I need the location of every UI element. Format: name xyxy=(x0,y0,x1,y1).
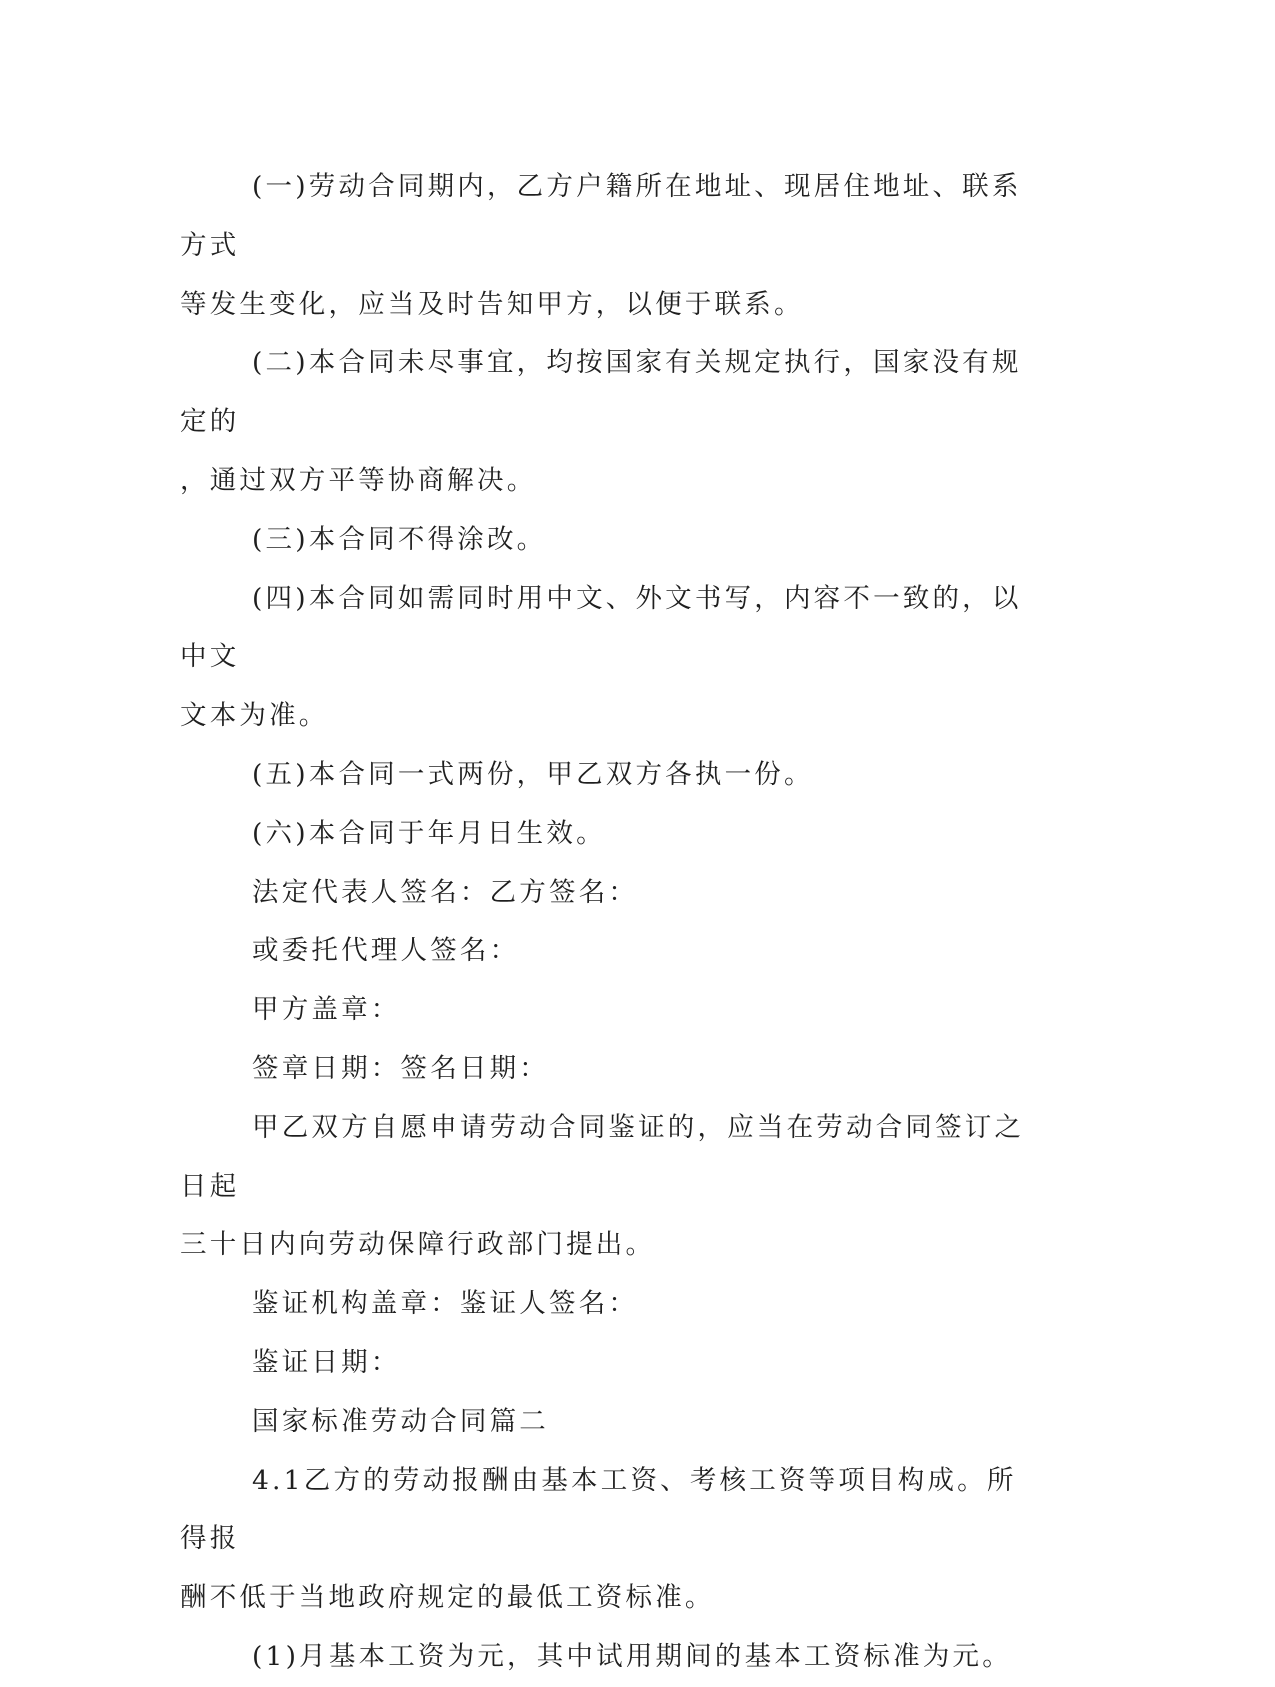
signature-legal-rep-line: 法定代表人签名：乙方签名： xyxy=(252,876,639,908)
verification-seal-line: 鉴证机构盖章：鉴证人签名： xyxy=(252,1288,639,1320)
verification-note-line-1: 甲乙双方自愿申请劳动合同鉴证的，应当在劳动合同签订之日起 xyxy=(180,1111,1025,1202)
signing-date-line: 签章日期：签名日期： xyxy=(252,1052,549,1084)
verification-note-line-2: 三十日内向劳动保障行政部门提出。 xyxy=(180,1229,656,1261)
party-a-seal-line: 甲方盖章： xyxy=(252,994,401,1026)
clause-6: (六)本合同于年月日生效。 xyxy=(252,817,606,849)
clause-2-line-1: (二)本合同未尽事宜，均按国家有关规定执行，国家没有规定的 xyxy=(180,347,1022,438)
signature-agent-line: 或委托代理人签名： xyxy=(252,935,520,967)
clause-4-1-line-1: 4.1乙方的劳动报酬由基本工资、考核工资等项目构成。所得报 xyxy=(180,1464,1017,1555)
clause-4-1-line-2: 酬不低于当地政府规定的最低工资标准。 xyxy=(180,1582,715,1614)
clause-4-1-item-1: (1)月基本工资为元，其中试用期间的基本工资标准为元。 xyxy=(252,1640,1012,1672)
clause-4-line-2: 文本为准。 xyxy=(180,700,329,732)
clause-5: (五)本合同一式两份，甲乙双方各执一份。 xyxy=(252,758,814,790)
clause-4-line-1: (四)本合同如需同时用中文、外文书写，内容不一致的，以中文 xyxy=(180,582,1022,673)
clause-1-line-1: (一)劳动合同期内，乙方户籍所在地址、现居住地址、联系方式 xyxy=(180,171,1022,261)
document-body xyxy=(180,158,1025,1687)
clause-3: (三)本合同不得涂改。 xyxy=(252,523,547,555)
clause-1-line-2: 等发生变化，应当及时告知甲方，以便于联系。 xyxy=(180,288,804,320)
section-heading: 国家标准劳动合同篇二 xyxy=(252,1405,549,1437)
verification-date-line: 鉴证日期： xyxy=(252,1346,401,1378)
clause-2-line-2: ，通过双方平等协商解决。 xyxy=(180,464,537,496)
